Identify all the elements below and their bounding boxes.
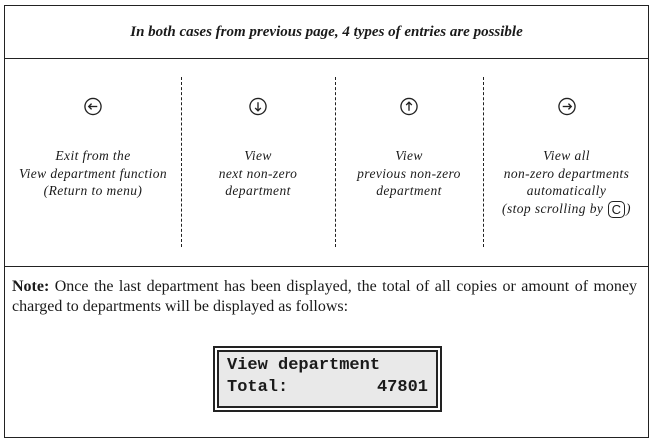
entry-auto-description: View all non-zero departments automatically (stop scrolling by C ) [483,147,650,218]
panel-header [5,6,648,59]
lcd-screen [217,350,438,408]
lcd-display [213,346,442,412]
entry-exit-description: Exit from the View department function (Return to menu) [18,148,168,198]
note-label: Note: [12,278,50,295]
lcd-line-2 [227,377,428,399]
c-key-icon: C [608,201,625,218]
entry-next [181,59,335,266]
entry-previous-description: View previous non-zero department [357,148,461,198]
note-text: Once the last department has been displayed, the total of all copies or amount of money charged to departments will be displayed as follows: [12,278,638,315]
entry-exit [5,59,181,266]
entry-options [5,59,648,267]
arrow-right-circle-icon [557,97,576,116]
entry-previous [335,59,483,266]
arrow-down-circle-icon [249,97,268,116]
lcd-line-1: View department [227,356,381,375]
entry-next-description: View next non-zero department [218,148,298,198]
stop-scrolling-hint: (stop scrolling by C ) [502,200,631,217]
total-value: 47801 [376,378,428,397]
arrow-up-circle-icon [400,97,419,116]
total-label: Total: [227,378,289,397]
header-title: In both cases from previous page, 4 types of entries are possible [130,23,523,40]
note-paragraph [12,277,637,317]
entry-auto [483,59,650,266]
arrow-left-circle-icon [84,97,103,116]
